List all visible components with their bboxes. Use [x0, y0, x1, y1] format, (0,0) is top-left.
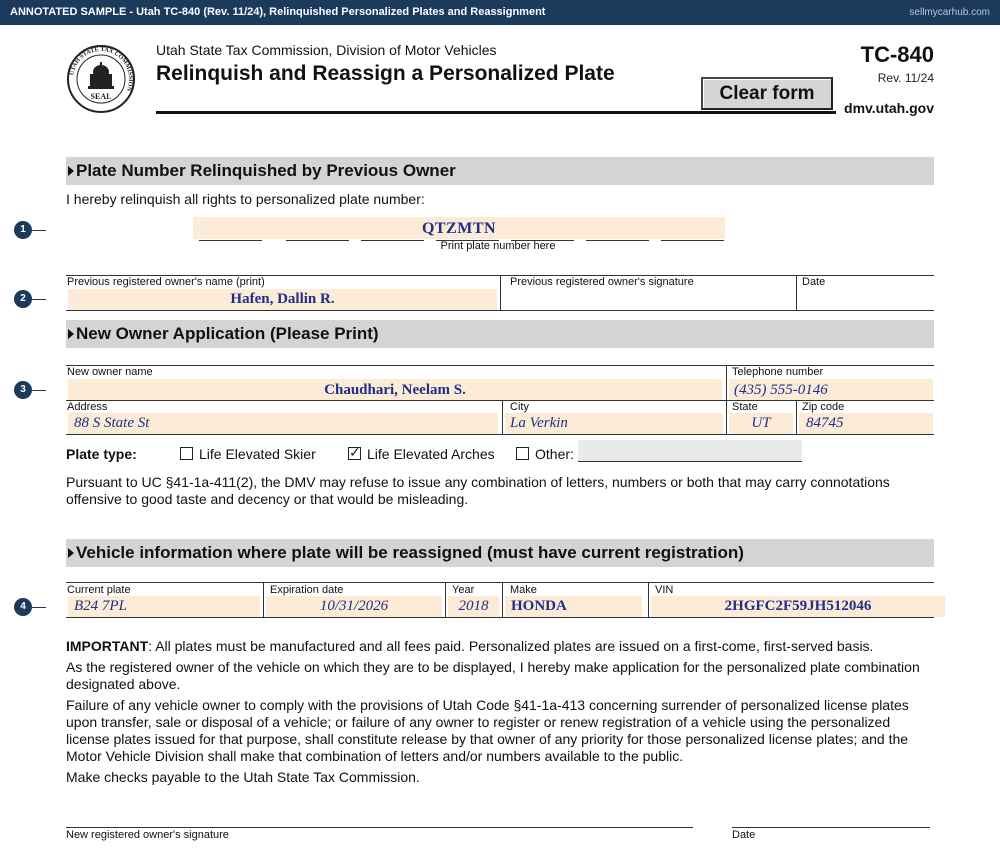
prev-owner-date-label: Date	[802, 276, 826, 288]
title-rule	[156, 111, 836, 114]
banner-title: ANNOTATED SAMPLE - Utah TC-840 (Rev. 11/24), Relinquished Personalized Plates and Reassignment	[10, 6, 546, 18]
cell-divider	[796, 400, 797, 435]
row-rule	[66, 617, 934, 618]
cell-divider	[263, 582, 264, 617]
plate-type-skier-label: Life Elevated Skier	[199, 446, 316, 462]
expiration-label: Expiration date	[270, 584, 344, 596]
annotation-marker-line	[32, 390, 46, 391]
clear-form-button[interactable]: Clear form	[701, 77, 833, 110]
cell-divider	[500, 275, 501, 311]
cell-divider	[796, 275, 797, 311]
important-label: IMPORTANT	[66, 638, 149, 654]
expiration-field[interactable]: 10/31/2026	[266, 596, 442, 617]
agency-name: Utah State Tax Commission, Division of Motor Vehicles	[156, 42, 497, 58]
important-text: : All plates must be manufactured and all fees paid. Personalized plates are issued on a first-come, first-served basis.	[148, 638, 874, 654]
row-rule	[66, 434, 934, 435]
signature-line[interactable]	[66, 827, 693, 828]
new-owner-signature-label: New registered owner's signature	[66, 829, 229, 841]
section-arrow-icon	[68, 329, 74, 339]
section-arrow-icon	[68, 166, 74, 176]
prev-owner-name-field[interactable]: Hafen, Dallin R.	[68, 289, 497, 310]
year-label: Year	[452, 584, 475, 596]
new-owner-name-field[interactable]: Chaudhari, Neelam S.	[68, 379, 722, 400]
telephone-label: Telephone number	[732, 366, 824, 378]
annotation-marker-line	[32, 230, 46, 231]
plate-type-label: Plate type:	[66, 446, 137, 462]
prev-owner-name-label: Previous registered owner's name (print)	[67, 276, 265, 288]
address-label: Address	[67, 401, 108, 413]
svg-text:SEAL: SEAL	[90, 92, 112, 101]
plate-type-skier-checkbox[interactable]	[180, 447, 193, 460]
section-plate-relinquished	[66, 157, 934, 185]
annotation-marker-line	[32, 299, 46, 300]
section-heading: New Owner Application (Please Print)	[76, 324, 379, 343]
relinquish-statement: I hereby relinquish all rights to personalized plate number:	[66, 191, 425, 207]
cell-divider	[502, 582, 503, 617]
zip-label: Zip code	[802, 401, 845, 413]
telephone-field[interactable]: (435) 555-0146	[729, 379, 933, 400]
form-revision: Rev. 11/24	[877, 71, 934, 85]
plate-number-field[interactable]	[193, 217, 725, 239]
state-label: State	[732, 401, 758, 413]
plate-caption: Print plate number here	[440, 240, 556, 252]
vin-label: VIN	[655, 584, 674, 596]
vin-field[interactable]: 2HGFC2F59JH512046	[651, 596, 945, 617]
new-owner-name-label: New owner name	[67, 366, 153, 378]
disclaimer-text: Pursuant to UC §41-1a-411(2), the DMV may refuse to issue any combination of letters, numbers or both that may carry connotations offensive to good taste and decency or that would be misleading.	[66, 474, 890, 507]
section-arrow-icon	[68, 548, 74, 558]
section-heading: Vehicle information where plate will be reassigned (must have current registration)	[76, 543, 744, 562]
year-field[interactable]: 2018	[448, 596, 499, 617]
plate-number-value: QTZMTN	[421, 220, 497, 237]
section-heading: Plate Number Relinquished by Previous Owner	[76, 161, 456, 180]
current-plate-label: Current plate	[67, 584, 131, 596]
signature-date-label: Date	[732, 829, 756, 841]
plate-type-arches-label: Life Elevated Arches	[367, 446, 495, 462]
row-rule	[66, 582, 934, 583]
plate-type-arches-checkbox[interactable]	[348, 447, 361, 460]
section-new-owner	[66, 320, 934, 348]
annotation-marker-line	[32, 607, 46, 608]
plate-type-other-label: Other:	[535, 446, 574, 462]
state-seal-logo	[66, 44, 136, 114]
city-field[interactable]: La Verkin	[505, 413, 723, 434]
city-label: City	[510, 401, 529, 413]
prev-owner-signature-label: Previous registered owner's signature	[510, 276, 694, 288]
dmv-website: dmv.utah.gov	[844, 100, 934, 116]
checks-payable-paragraph: Make checks payable to the Utah State Tax Commission.	[66, 769, 420, 785]
state-field[interactable]: UT	[729, 413, 793, 434]
surrender-paragraph: Failure of any vehicle owner to comply with the provisions of Utah Code §41-1a-413 concerning surrender of personalized license plates upon transfer, sale or disposal of a vehicle; or failure of any owner to register or renew registration of a vehicle using the personalized license plates issued for that purpose, shall constitute release by that owner of any priority for those personalized license plates; and the Motor Vehicle Division shall make that combination of letters and/or numbers available to the public.	[66, 697, 909, 764]
signature-date-line[interactable]	[732, 827, 930, 828]
plate-type-other-field[interactable]	[578, 440, 802, 462]
make-field[interactable]: HONDA	[505, 596, 642, 617]
cell-divider	[502, 400, 503, 435]
section-vehicle-info	[66, 539, 934, 567]
application-paragraph: As the registered owner of the vehicle on which they are to be displayed, I hereby make application for the personalized plate combination designated above.	[66, 659, 920, 692]
important-notice	[66, 638, 936, 655]
current-plate-field[interactable]: B24 7PL	[68, 596, 260, 617]
address-field[interactable]: 88 S State St	[68, 413, 498, 434]
cell-divider	[445, 582, 446, 617]
svg-text:UTAH STATE TAX COMMISSION: UTAH STATE TAX COMMISSION	[68, 45, 135, 93]
zip-field[interactable]: 84745	[799, 413, 933, 434]
cell-divider	[648, 582, 649, 617]
annotation-marker-2: 2	[14, 290, 32, 308]
annotation-marker-1: 1	[14, 221, 32, 239]
annotation-marker-3: 3	[14, 381, 32, 399]
banner-site: sellmycarhub.com	[909, 7, 990, 18]
annotation-marker-4: 4	[14, 598, 32, 616]
top-banner	[0, 0, 1000, 25]
row-rule	[66, 310, 934, 311]
make-label: Make	[510, 584, 537, 596]
form-title: Relinquish and Reassign a Personalized Plate	[156, 62, 615, 85]
plate-type-other-checkbox[interactable]	[516, 447, 529, 460]
form-number: TC-840	[860, 42, 934, 67]
